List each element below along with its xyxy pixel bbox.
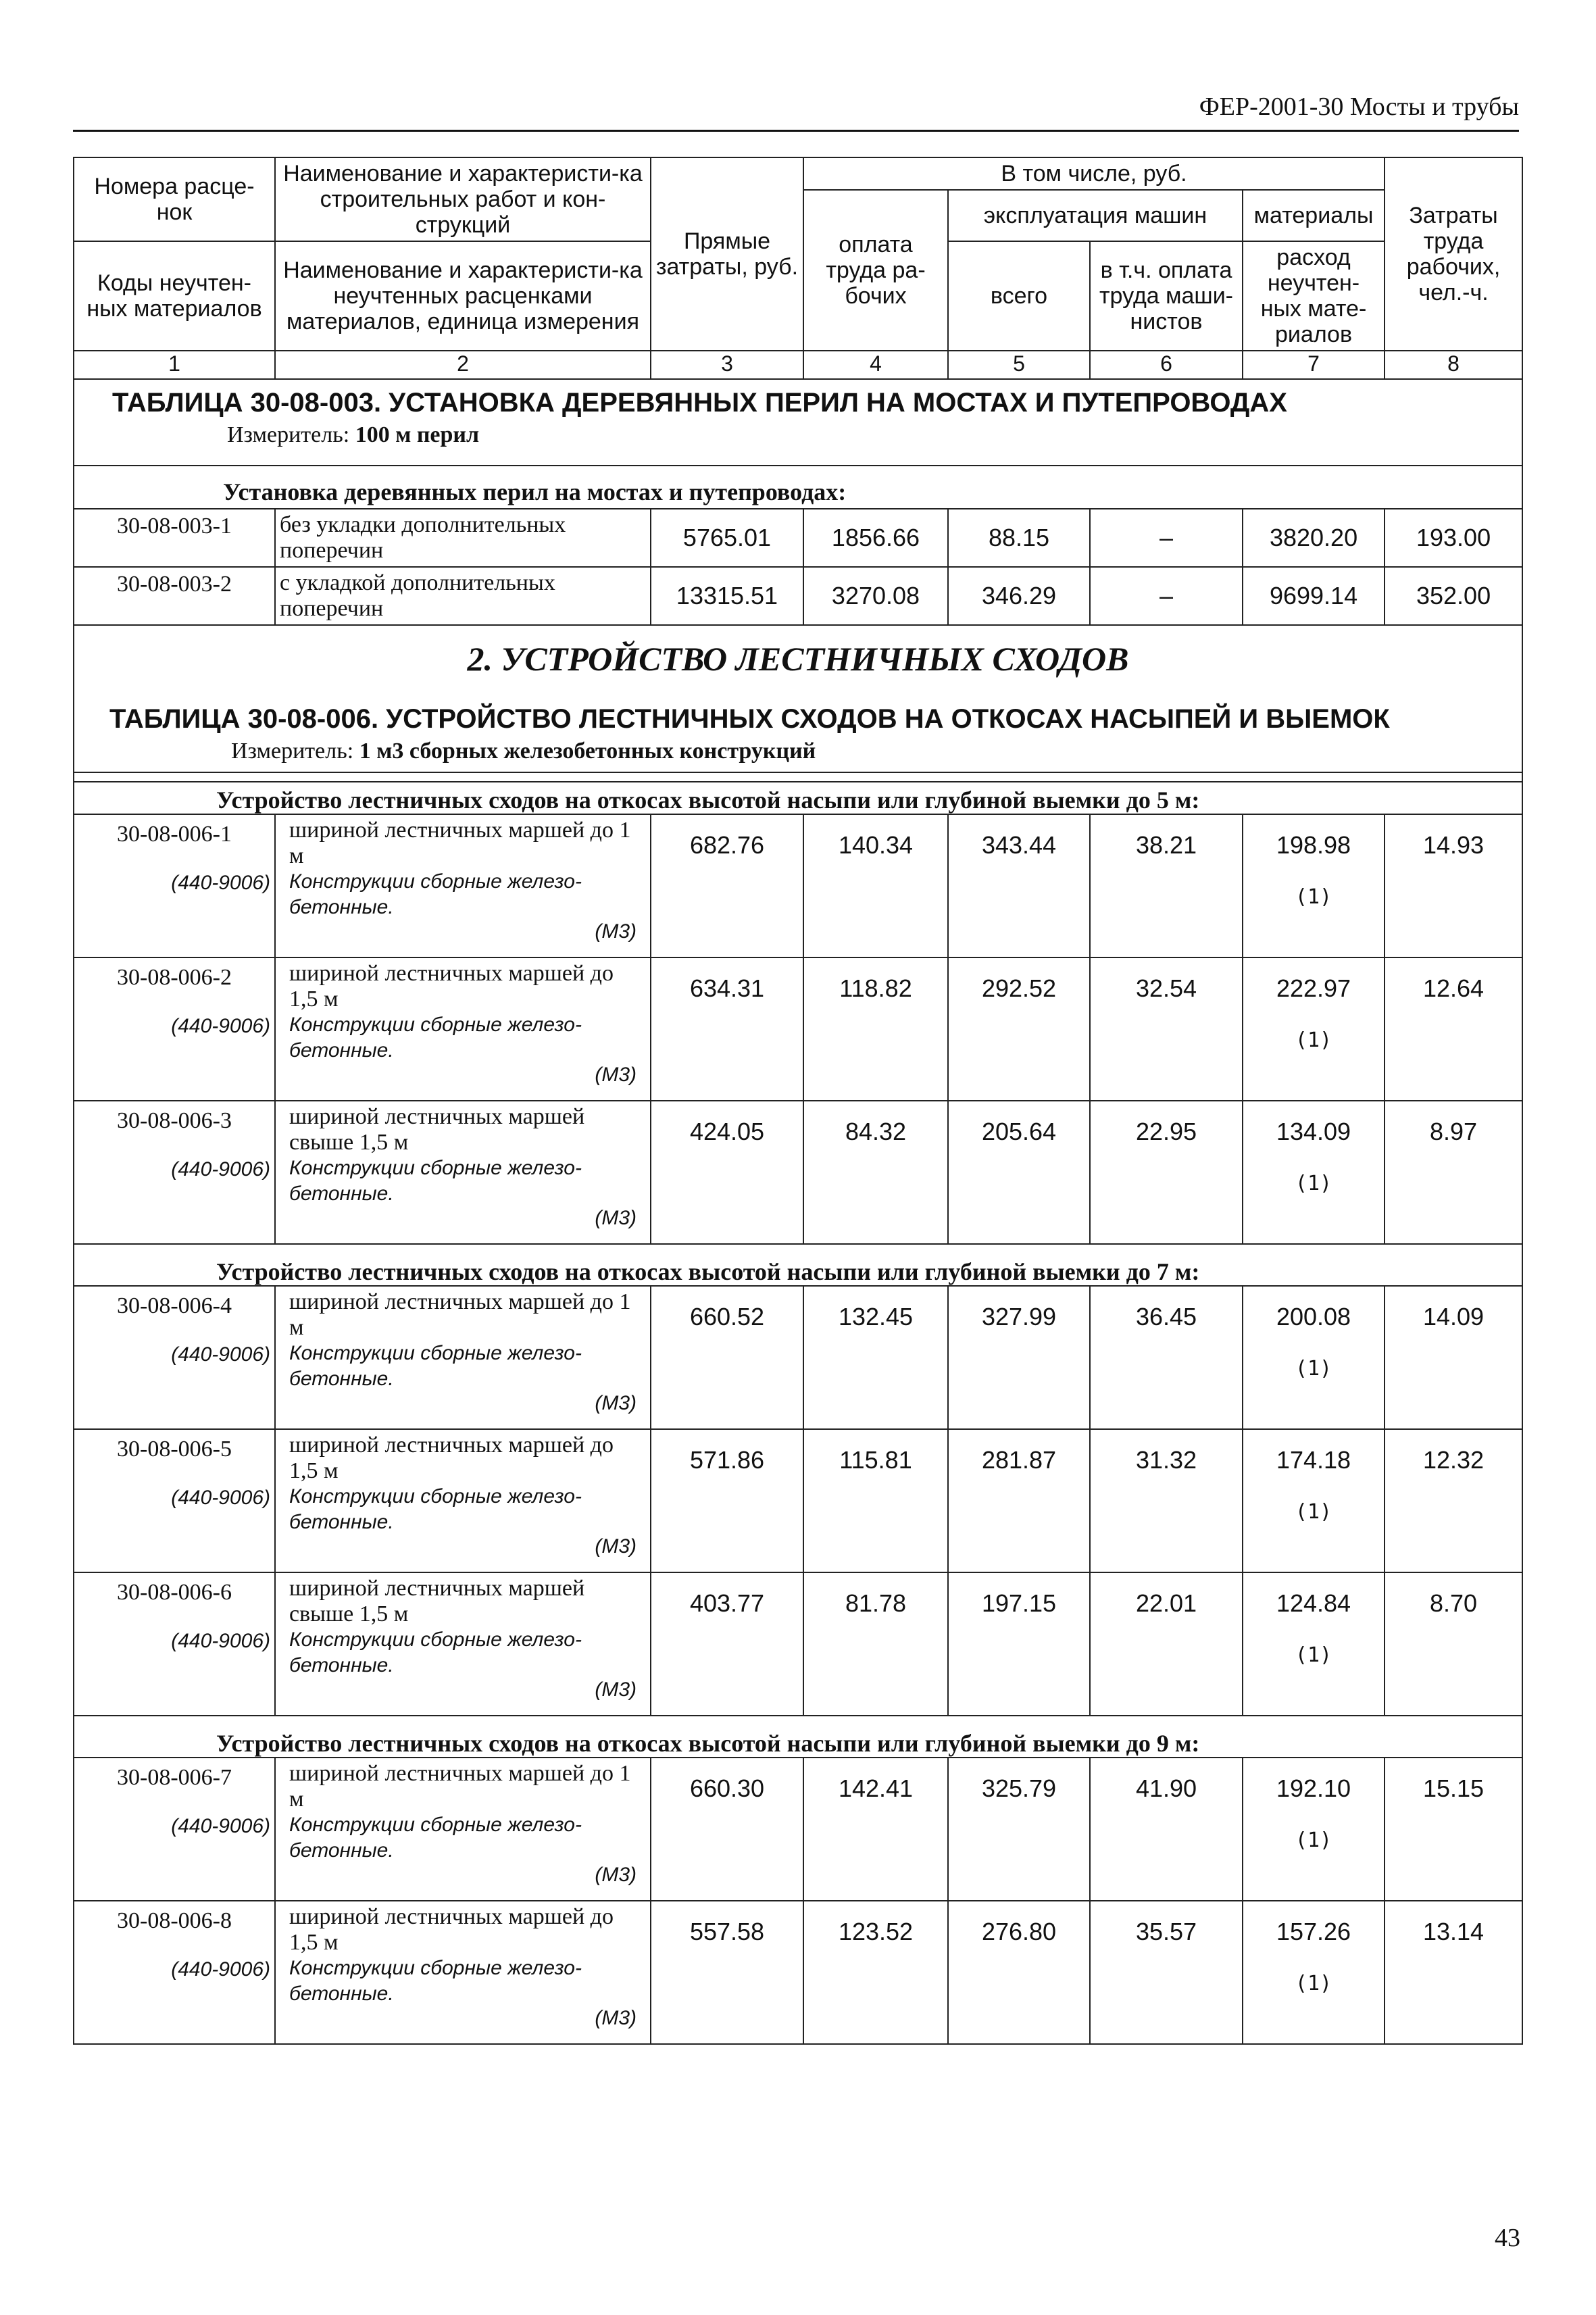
cell-machinist-pay: 38.21 (1135, 831, 1197, 859)
cell-direct-cost: 682.76 (689, 831, 765, 859)
cell-materials-cell (1243, 1101, 1385, 1244)
header-col2-top: Наименование и характеристи-ка строительных работ и кон-струкций (275, 157, 651, 241)
table-title: ТАБЛИЦА 30-08-003. УСТАНОВКА ДЕРЕВЯННЫХ ПЕРИЛ НА МОСТАХ И ПУТЕПРОВОДАХ (112, 388, 1287, 418)
cell-labor-hours: 352.00 (1385, 567, 1522, 625)
column-number: 7 (1243, 351, 1385, 379)
header-col3: Прямые затраты, руб. (651, 157, 803, 351)
cell-machinist-pay: – (1090, 567, 1243, 625)
cell-machinist-pay: 32.54 (1135, 974, 1197, 1002)
section-block (74, 625, 1522, 782)
header-col6: в т.ч. оплата труда маши-нистов (1090, 241, 1243, 351)
measure-value: 100 м перил (355, 422, 480, 447)
table-row (74, 1429, 1522, 1572)
cell-labor-hours-cell (1385, 814, 1522, 957)
column-number: 2 (275, 351, 651, 379)
name-cell (275, 1572, 651, 1716)
price-table (73, 157, 1523, 782)
cell-materials: 3820.20 (1243, 509, 1385, 567)
measure-value: 1 м3 сборных железобетонных конструкций (359, 739, 816, 764)
work-name: шириной лестничных маршей до 1,5 м (289, 961, 614, 1012)
cell-machinist-pay: – (1090, 509, 1243, 567)
name-cell (275, 1286, 651, 1429)
measure-label: Измеритель: (227, 422, 350, 447)
cell-labor-hours: 15.15 (1422, 1774, 1485, 1802)
cell-labor-hours-cell (1385, 1758, 1522, 1901)
subsection-title: Установка деревянных перил на мостах и путепроводах: (74, 466, 1522, 509)
cell-materials: 200.08 (1276, 1303, 1351, 1330)
cell-direct-cost: 13315.51 (651, 567, 803, 625)
header-group-total: В том числе, руб. (803, 157, 1385, 190)
cell-materials-cell (1243, 1572, 1385, 1716)
material-reference: (1) (1295, 1828, 1332, 1852)
cell-machines-total-cell (948, 1101, 1090, 1244)
header-col5: всего (948, 241, 1090, 351)
material-unit: (М3) (595, 2007, 637, 2029)
cell-direct-cost: 634.31 (689, 974, 765, 1002)
cell-materials-cell (1243, 1758, 1385, 1901)
material-reference: (1) (1295, 1172, 1332, 1195)
cell-direct-cost-cell (651, 1429, 803, 1572)
cell-direct-cost-cell (651, 1286, 803, 1429)
rate-code: 30-08-006-5 (117, 1437, 232, 1462)
cell-machines-total: 197.15 (981, 1589, 1057, 1617)
table-row (74, 1758, 1522, 1901)
material-reference: (1) (1295, 1028, 1332, 1052)
header-group-machines: эксплуатация машин (948, 190, 1243, 241)
cell-labor-pay-cell (803, 1286, 948, 1429)
measure-line (231, 739, 1522, 764)
material-unit: (М3) (595, 1535, 637, 1558)
work-name: шириной лестничных маршей до 1 м (289, 1761, 631, 1812)
cell-machines-total-cell (948, 1758, 1090, 1901)
material-unit: (М3) (595, 920, 637, 943)
name-cell (275, 957, 651, 1101)
rate-code: 30-08-006-8 (117, 1908, 232, 1933)
cell-direct-cost: 571.86 (689, 1446, 765, 1474)
cell-direct-cost: 660.30 (689, 1774, 765, 1802)
cell-labor-pay: 84.32 (845, 1118, 907, 1145)
work-name: шириной лестничных маршей до 1 м (289, 818, 631, 868)
rate-code: 30-08-006-2 (117, 965, 232, 990)
code-cell (74, 1429, 275, 1572)
measure-line (227, 422, 1518, 448)
work-name: шириной лестничных маршей до 1,5 м (289, 1433, 614, 1483)
cell-materials-cell (1243, 814, 1385, 957)
material-code: (440-9006) (171, 872, 270, 894)
material-unit: (М3) (595, 1392, 637, 1414)
cell-labor-hours: 8.97 (1429, 1118, 1478, 1145)
cell-direct-cost-cell (651, 814, 803, 957)
table-title-block (74, 379, 1522, 466)
header-col1-bottom: Коды неучтен-ных материалов (74, 241, 275, 351)
cell-machines-total: 327.99 (981, 1303, 1057, 1330)
column-number: 3 (651, 351, 803, 379)
cell-labor-hours: 14.93 (1422, 831, 1485, 859)
work-name: шириной лестничных маршей свыше 1,5 м (289, 1576, 585, 1626)
material-reference: (1) (1295, 1643, 1332, 1667)
code-cell (74, 814, 275, 957)
cell-machines-total: 88.15 (948, 509, 1090, 567)
cell-machinist-pay-cell (1090, 957, 1243, 1101)
material-code: (440-9006) (171, 1630, 270, 1652)
subsection-title: Устройство лестничных сходов на откосах высотой насыпи или глубиной выемки до 7 м: (74, 1244, 1522, 1286)
work-name: без укладки дополнительных поперечин (275, 509, 651, 567)
material-code: (440-9006) (171, 1815, 270, 1837)
subsection-title: Устройство лестничных сходов на откосах высотой насыпи или глубиной выемки до 5 м: (74, 772, 1522, 814)
cell-machinist-pay: 36.45 (1135, 1303, 1197, 1330)
column-number: 5 (948, 351, 1090, 379)
cell-machines-total: 346.29 (948, 567, 1090, 625)
rate-code: 30-08-006-4 (117, 1293, 232, 1318)
cell-labor-pay: 81.78 (845, 1589, 907, 1617)
cell-labor-pay-cell (803, 957, 948, 1101)
cell-labor-pay-cell (803, 1901, 948, 2044)
table-row (74, 1101, 1522, 1244)
page-number: 43 (1495, 2224, 1520, 2252)
cell-labor-pay: 115.81 (839, 1446, 912, 1474)
cell-machines-total-cell (948, 1901, 1090, 2044)
cell-machines-total-cell (948, 1429, 1090, 1572)
column-number: 6 (1090, 351, 1243, 379)
cell-labor-pay: 1856.66 (803, 509, 948, 567)
cell-labor-hours-cell (1385, 1101, 1522, 1244)
material-unit: (М3) (595, 1064, 637, 1086)
material-name: Конструкции сборные железо-бетонные. (289, 1485, 582, 1533)
cell-labor-pay: 132.45 (838, 1303, 914, 1330)
material-name: Конструкции сборные железо-бетонные. (289, 1157, 582, 1205)
cell-labor-pay-cell (803, 1572, 948, 1716)
header-col2-bottom: Наименование и характеристи-ка неучтенных расценками материалов, единица измерения (275, 241, 651, 351)
material-code: (440-9006) (171, 1343, 270, 1366)
header-col7: расход неучтен-ных мате-риалов (1243, 241, 1385, 351)
cell-labor-hours: 8.70 (1429, 1589, 1478, 1617)
cell-labor-pay-cell (803, 814, 948, 957)
code-cell (74, 1572, 275, 1716)
material-code: (440-9006) (171, 1015, 270, 1037)
work-name: шириной лестничных маршей свыше 1,5 м (289, 1104, 585, 1155)
code-cell (74, 957, 275, 1101)
cell-labor-hours-cell (1385, 1429, 1522, 1572)
work-name: шириной лестничных маршей до 1,5 м (289, 1904, 614, 1955)
cell-machines-total: 276.80 (981, 1918, 1057, 1945)
code-cell (74, 1286, 275, 1429)
cell-machines-total: 325.79 (981, 1774, 1057, 1802)
name-cell (275, 1901, 651, 2044)
cell-direct-cost-cell (651, 1101, 803, 1244)
cell-machines-total: 292.52 (981, 974, 1057, 1002)
cell-machinist-pay-cell (1090, 1286, 1243, 1429)
cell-machines-total-cell (948, 1286, 1090, 1429)
section-title: 2. УСТРОЙСТВО ЛЕСТНИЧНЫХ СХОДОВ (467, 640, 1129, 678)
material-code: (440-9006) (171, 1158, 270, 1180)
cell-materials: 124.84 (1276, 1589, 1351, 1617)
price-table-006 (73, 772, 1523, 2045)
subsection-title: Устройство лестничных сходов на откосах высотой насыпи или глубиной выемки до 9 м: (74, 1716, 1522, 1758)
table-row (74, 957, 1522, 1101)
material-name: Конструкции сборные железо-бетонные. (289, 1342, 582, 1390)
cell-machinist-pay-cell (1090, 1572, 1243, 1716)
material-name: Конструкции сборные железо-бетонные. (289, 870, 582, 918)
material-unit: (М3) (595, 1678, 637, 1701)
cell-machinist-pay-cell (1090, 1901, 1243, 2044)
material-code: (440-9006) (171, 1958, 270, 1981)
cell-machines-total: 343.44 (981, 831, 1057, 859)
cell-labor-hours-cell (1385, 1572, 1522, 1716)
rate-code: 30-08-006-3 (117, 1108, 232, 1133)
cell-machinist-pay: 22.95 (1135, 1118, 1197, 1145)
code-cell (74, 1101, 275, 1244)
cell-labor-hours-cell (1385, 1286, 1522, 1429)
cell-materials: 174.18 (1276, 1446, 1351, 1474)
code-cell (74, 1901, 275, 2044)
code-cell (74, 1758, 275, 1901)
column-number: 4 (803, 351, 948, 379)
cell-machinist-pay-cell (1090, 1101, 1243, 1244)
cell-machinist-pay: 22.01 (1135, 1589, 1197, 1617)
header-col8: Затраты труда рабочих, чел.-ч. (1385, 157, 1522, 351)
cell-machinist-pay-cell (1090, 814, 1243, 957)
cell-materials-cell (1243, 957, 1385, 1101)
cell-labor-hours-cell (1385, 957, 1522, 1101)
cell-direct-cost: 557.58 (689, 1918, 765, 1945)
name-cell (275, 1429, 651, 1572)
cell-labor-hours: 12.32 (1422, 1446, 1485, 1474)
cell-materials: 9699.14 (1243, 567, 1385, 625)
cell-labor-pay: 118.82 (839, 974, 912, 1002)
cell-machinist-pay: 31.32 (1135, 1446, 1197, 1474)
cell-labor-hours-cell (1385, 1901, 1522, 2044)
cell-machines-total-cell (948, 1572, 1090, 1716)
material-reference: (1) (1295, 1357, 1332, 1380)
column-number: 1 (74, 351, 275, 379)
cell-direct-cost: 5765.01 (651, 509, 803, 567)
work-name: с укладкой дополнительных поперечин (275, 567, 651, 625)
material-unit: (М3) (595, 1207, 637, 1229)
cell-machines-total-cell (948, 814, 1090, 957)
header-col4: оплата труда ра-бочих (803, 190, 948, 351)
table-row (74, 1901, 1522, 2044)
cell-machinist-pay: 35.57 (1135, 1918, 1197, 1945)
cell-materials: 157.26 (1276, 1918, 1351, 1945)
material-name: Конструкции сборные железо-бетонные. (289, 1014, 582, 1062)
cell-machinist-pay-cell (1090, 1758, 1243, 1901)
cell-direct-cost-cell (651, 1572, 803, 1716)
cell-labor-hours: 14.09 (1422, 1303, 1485, 1330)
cell-machines-total: 281.87 (981, 1446, 1057, 1474)
table-row (74, 1572, 1522, 1716)
rate-code: 30-08-003-1 (74, 509, 275, 567)
cell-materials: 222.97 (1276, 974, 1351, 1002)
cell-labor-pay: 123.52 (838, 1918, 914, 1945)
cell-labor-pay-cell (803, 1101, 948, 1244)
material-code: (440-9006) (171, 1487, 270, 1509)
rate-code: 30-08-006-7 (117, 1765, 232, 1790)
table-row (74, 814, 1522, 957)
running-header: ФЕР-2001-30 Мосты и трубы (73, 92, 1519, 132)
column-number: 8 (1385, 351, 1522, 379)
name-cell (275, 1758, 651, 1901)
cell-materials: 198.98 (1276, 831, 1351, 859)
cell-machines-total-cell (948, 957, 1090, 1101)
cell-machines-total: 205.64 (981, 1118, 1057, 1145)
cell-materials: 192.10 (1276, 1774, 1351, 1802)
cell-direct-cost: 424.05 (689, 1118, 765, 1145)
measure-label: Измеритель: (231, 739, 354, 764)
cell-labor-pay-cell (803, 1429, 948, 1572)
rate-code: 30-08-006-1 (117, 822, 232, 847)
cell-direct-cost: 660.52 (689, 1303, 765, 1330)
cell-machinist-pay-cell (1090, 1429, 1243, 1572)
material-reference: (1) (1295, 1972, 1332, 1995)
material-name: Конструкции сборные железо-бетонные. (289, 1814, 582, 1862)
cell-direct-cost-cell (651, 957, 803, 1101)
header-col1-top: Номера расце-нок (74, 157, 275, 241)
cell-direct-cost-cell (651, 1758, 803, 1901)
cell-direct-cost: 403.77 (689, 1589, 765, 1617)
cell-labor-pay: 140.34 (838, 831, 914, 859)
table-title: ТАБЛИЦА 30-08-006. УСТРОЙСТВО ЛЕСТНИЧНЫХ СХОДОВ НА ОТКОСАХ НАСЫПЕЙ И ВЫЕМОК (109, 704, 1390, 734)
header-group-materials: материалы (1243, 190, 1385, 241)
name-cell (275, 814, 651, 957)
cell-labor-hours: 13.14 (1422, 1918, 1485, 1945)
cell-labor-pay: 142.41 (838, 1774, 914, 1802)
cell-labor-hours: 193.00 (1385, 509, 1522, 567)
cell-labor-hours: 12.64 (1422, 974, 1485, 1002)
rate-code: 30-08-006-6 (117, 1580, 232, 1605)
cell-materials-cell (1243, 1901, 1385, 2044)
rate-code: 30-08-003-2 (74, 567, 275, 625)
material-unit: (М3) (595, 1864, 637, 1886)
name-cell (275, 1101, 651, 1244)
material-name: Конструкции сборные железо-бетонные. (289, 1628, 582, 1676)
table-row (74, 1286, 1522, 1429)
cell-materials-cell (1243, 1286, 1385, 1429)
material-reference: (1) (1295, 1500, 1332, 1524)
cell-materials: 134.09 (1276, 1118, 1351, 1145)
work-name: шириной лестничных маршей до 1 м (289, 1289, 631, 1340)
cell-labor-pay: 3270.08 (803, 567, 948, 625)
cell-machinist-pay: 41.90 (1135, 1774, 1197, 1802)
material-name: Конструкции сборные железо-бетонные. (289, 1957, 582, 2005)
cell-materials-cell (1243, 1429, 1385, 1572)
material-reference: (1) (1295, 885, 1332, 909)
cell-labor-pay-cell (803, 1758, 948, 1901)
cell-direct-cost-cell (651, 1901, 803, 2044)
